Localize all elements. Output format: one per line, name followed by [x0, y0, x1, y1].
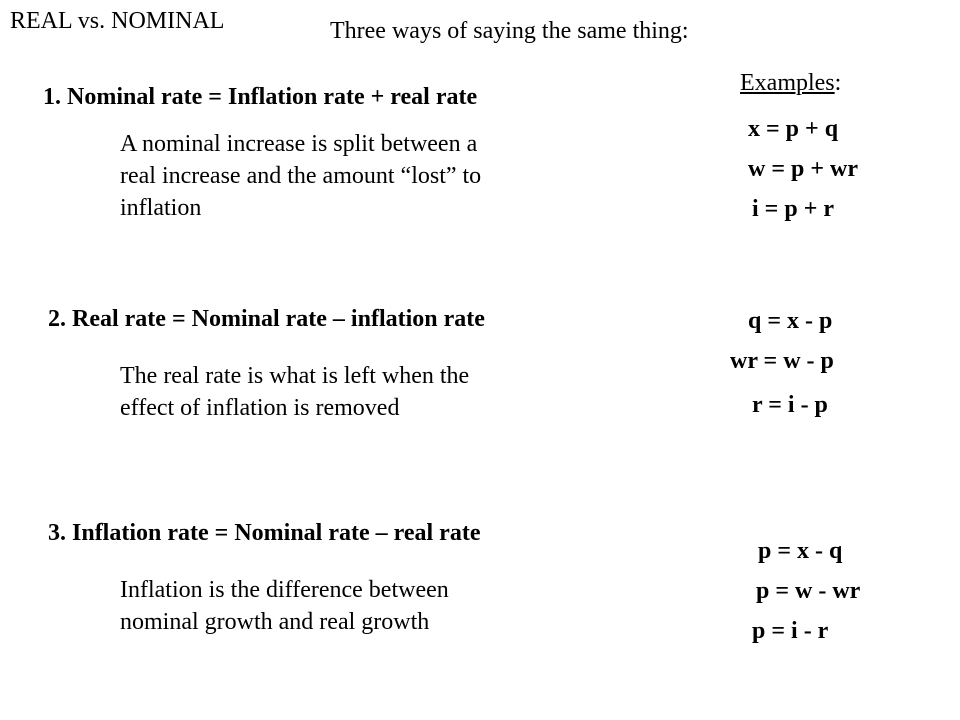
section-1-body-line: A nominal increase is split between a [120, 131, 478, 157]
equation: i = p + r [752, 196, 835, 222]
section-2-body-line: The real rate is what is left when the [120, 363, 470, 389]
section-1-body-line: real increase and the amount “lost” to [120, 163, 482, 189]
equation: w = p + wr [748, 156, 859, 182]
equation: r = i - p [752, 392, 828, 418]
equation: p = i - r [752, 618, 829, 644]
section-2-body-line: effect of inflation is removed [120, 395, 400, 421]
section-2-heading: 2. Real rate = Nominal rate – inflation rate [48, 306, 485, 332]
section-3-heading: 3. Inflation rate = Nominal rate – real rate [48, 520, 481, 546]
equation: wr = w - p [730, 348, 834, 374]
equation: q = x - p [748, 308, 833, 334]
examples-label-colon: : [834, 70, 842, 96]
section-1-body-line: inflation [120, 195, 202, 221]
section-3-body-line: nominal growth and real growth [120, 609, 430, 635]
section-1-body [120, 128, 540, 224]
equation: p = w - wr [756, 578, 861, 604]
section-1-heading: 1. Nominal rate = Inflation rate + real rate [43, 84, 478, 110]
examples-label-text: Examples [740, 70, 835, 96]
equation: x = p + q [748, 116, 839, 142]
section-3-body-line: Inflation is the difference between [120, 577, 449, 603]
examples-label [740, 70, 841, 97]
equation: p = x - q [758, 538, 843, 564]
section-2-body [120, 360, 540, 424]
section-3-body [120, 574, 540, 638]
slide-subtitle: Three ways of saying the same thing: [330, 18, 689, 44]
slide-title: REAL vs. NOMINAL [10, 8, 225, 34]
